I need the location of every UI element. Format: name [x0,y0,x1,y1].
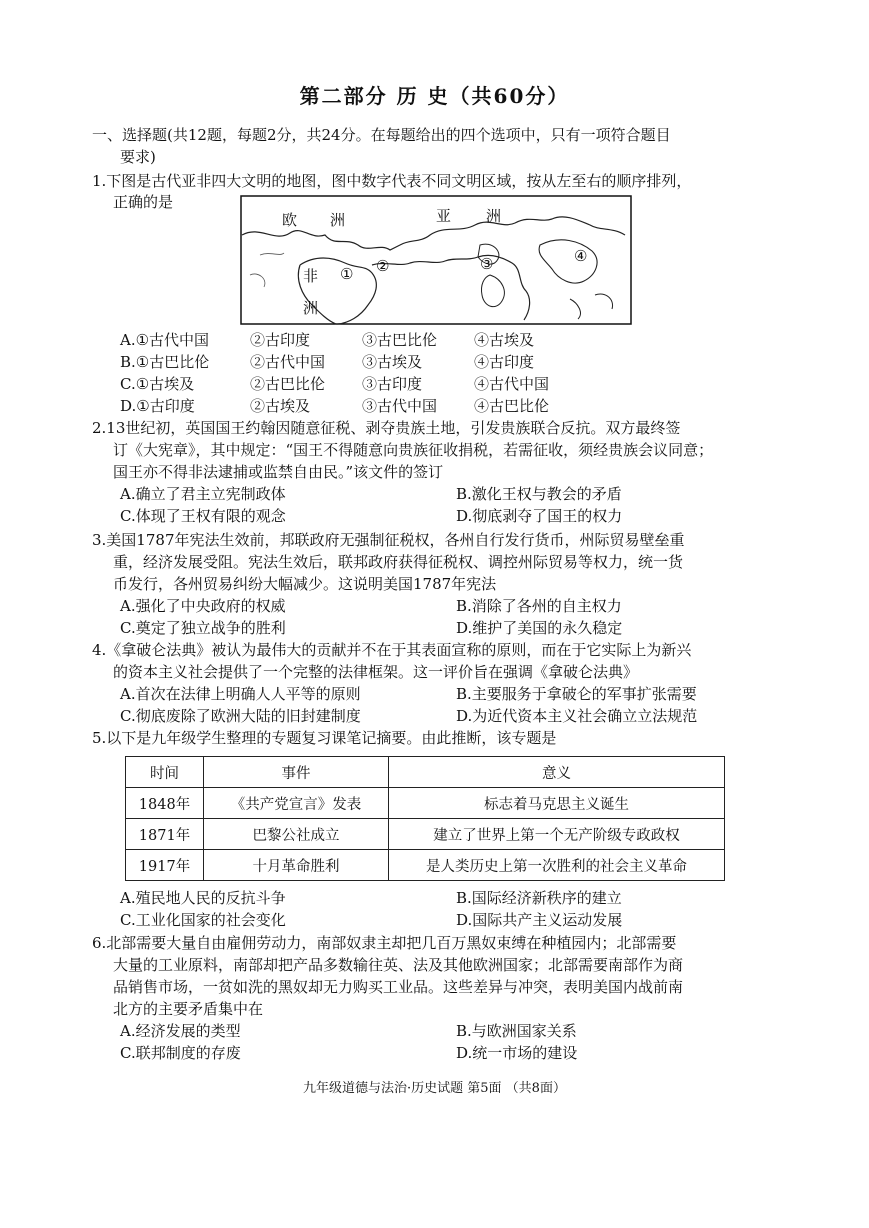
q3-option-d[interactable]: D.维护了美国的永久稳定 [456,619,623,637]
q1-option-d-2: ②古埃及 [250,397,311,415]
q1-option-a-1[interactable]: A.①古代中国 [120,331,210,349]
page-title: 第二部分 历 史（共60分） [299,84,570,108]
q2-stem-line2: 订《大宪章》，其中规定：“国王不得随意向贵族征收捐税，若需征收，须经贵族会议同意； [113,441,714,459]
q5-option-c[interactable]: C.工业化国家的社会变化 [120,911,286,929]
table-header-event: 事件 [204,757,389,788]
q1-stem-line1: 1.下图是古代亚非四大文明的地图，图中数字代表不同文明区域，按从左至右的顺序排列， [92,172,692,190]
table-cell: 十月革命胜利 [204,850,389,881]
q1-option-b-2: ②古代中国 [250,353,326,371]
table-header-significance: 意义 [389,757,725,788]
map-marker-4: ④ [574,247,588,265]
q4-stem-line1: 4.《拿破仑法典》被认为最伟大的贡献并不在于其表面宣称的原则，而在于它实际上为新兴 [92,641,692,659]
table-row [126,850,725,881]
table-cell: 巴黎公社成立 [204,819,389,850]
q1-option-c-1[interactable]: C.①古埃及 [120,375,195,393]
map-label-africa-1: 非 [303,267,319,285]
q1-stem-line2: 正确的是 [113,193,174,211]
map-label-asia-1: 亚 [436,207,452,225]
table-cell: 1848年 [126,788,204,819]
q5-option-a[interactable]: A.殖民地人民的反抗斗争 [120,889,286,907]
q6-stem-line4: 北方的主要矛盾集中在 [113,1000,264,1018]
q2-stem-line3: 国王亦不得非法逮捕或监禁自由民。”该文件的签订 [113,463,444,481]
q6-option-a[interactable]: A.经济发展的类型 [120,1022,241,1040]
q6-stem-line2: 大量的工业原料，南部却把产品多数输往英、法及其他欧洲国家；北部需要南部作为商 [113,956,684,974]
map-marker-3: ③ [480,255,494,273]
q4-stem-line2: 的资本主义社会提供了一个完整的法律框架。这一评价旨在强调《拿破仑法典》 [113,663,639,681]
q6-option-b[interactable]: B.与欧洲国家关系 [456,1022,577,1040]
page-footer: 九年级道德与法治·历史试题 第5面 （共8面） [303,1081,566,1096]
table-cell: 建立了世界上第一个无产阶级专政政权 [389,819,725,850]
q1-option-c-2: ②古巴比伦 [250,375,326,393]
q1-option-b-1[interactable]: B.①古巴比伦 [120,353,210,371]
q3-option-a[interactable]: A.强化了中央政府的权威 [120,597,286,615]
q4-option-d[interactable]: D.为近代资本主义社会确立立法规范 [456,707,698,725]
q1-option-d-1[interactable]: D.①古印度 [120,397,195,415]
q4-option-b[interactable]: B.主要服务于拿破仑的军事扩张需要 [456,685,697,703]
q3-option-c[interactable]: C.奠定了独立战争的胜利 [120,619,286,637]
q1-option-c-4: ④古代中国 [474,375,550,393]
map-marker-1: ① [340,265,354,283]
q1-option-a-4: ④古埃及 [474,331,535,349]
q5-option-d[interactable]: D.国际共产主义运动发展 [456,911,623,929]
q1-option-d-4: ④古巴比伦 [474,397,550,415]
map-marker-2: ② [376,257,390,275]
map-label-asia-2: 洲 [486,207,502,225]
q1-option-d-3: ③古代中国 [362,397,438,415]
q2-option-a[interactable]: A.确立了君主立宪制政体 [120,485,286,503]
q1-option-b-4: ④古印度 [474,353,535,371]
table-row [126,819,725,850]
map-label-europe-2: 洲 [330,211,346,229]
q4-option-a[interactable]: A.首次在法律上明确人人平等的原则 [120,685,361,703]
section-instructions-line2: 要求) [120,148,156,166]
q2-option-d[interactable]: D.彻底剥夺了国王的权力 [456,507,623,525]
q2-stem-line1: 2.13世纪初，英国国王约翰因随意征税、剥夺贵族土地，引发贵族联合反抗。双方最终签 [92,419,681,437]
review-notes-table [125,756,725,881]
table-header-time: 时间 [126,757,204,788]
q1-option-b-3: ③古埃及 [362,353,423,371]
q3-option-b[interactable]: B.消除了各州的自主权力 [456,597,622,615]
q6-stem-line3: 品销售市场，一贫如洗的黑奴却无力购买工业品。这些差异与冲突，表明美国内战前南 [113,978,684,996]
q6-stem-line1: 6.北部需要大量自由雇佣劳动力，南部奴隶主却把几百万黑奴束缚在种植园内；北部需要 [92,934,677,952]
table-cell: 是人类历史上第一次胜利的社会主义革命 [389,850,725,881]
q3-stem-line3: 币发行，各州贸易纠纷大幅减少。这说明美国1787年宪法 [113,575,497,593]
map-label-africa-2: 洲 [303,299,319,317]
table-row [126,788,725,819]
q2-option-c[interactable]: C.体现了王权有限的观念 [120,507,286,525]
section-instructions-line1: 一、选择题(共12题，每题2分，共24分。在每题给出的四个选项中，只有一项符合题目 [92,126,671,144]
q3-stem-line1: 3.美国1787年宪法生效前，邦联政府无强制征税权，各州自行发行货币，州际贸易壁垒重 [92,531,685,549]
ancient-civilizations-map [240,195,632,325]
q2-option-b[interactable]: B.激化王权与教会的矛盾 [456,485,622,503]
table-cell: 标志着马克思主义诞生 [389,788,725,819]
q4-option-c[interactable]: C.彻底废除了欧洲大陆的旧封建制度 [120,707,361,725]
table-cell: 《共产党宣言》发表 [204,788,389,819]
q3-stem-line2: 重，经济发展受阻。宪法生效后，联邦政府获得征税权、调控州际贸易等权力，统一货 [113,553,684,571]
table-cell: 1917年 [126,850,204,881]
table-header-row [126,757,725,788]
q1-option-a-3: ③古巴比伦 [362,331,438,349]
q5-option-b[interactable]: B.国际经济新秩序的建立 [456,889,622,907]
table-cell: 1871年 [126,819,204,850]
map-label-europe-1: 欧 [282,211,298,229]
q6-option-c[interactable]: C.联邦制度的存废 [120,1044,241,1062]
q6-option-d[interactable]: D.统一市场的建设 [456,1044,578,1062]
q1-option-c-3: ③古印度 [362,375,423,393]
q5-stem-line1: 5.以下是九年级学生整理的专题复习课笔记摘要。由此推断，该专题是 [92,729,557,747]
q1-option-a-2: ②古印度 [250,331,311,349]
